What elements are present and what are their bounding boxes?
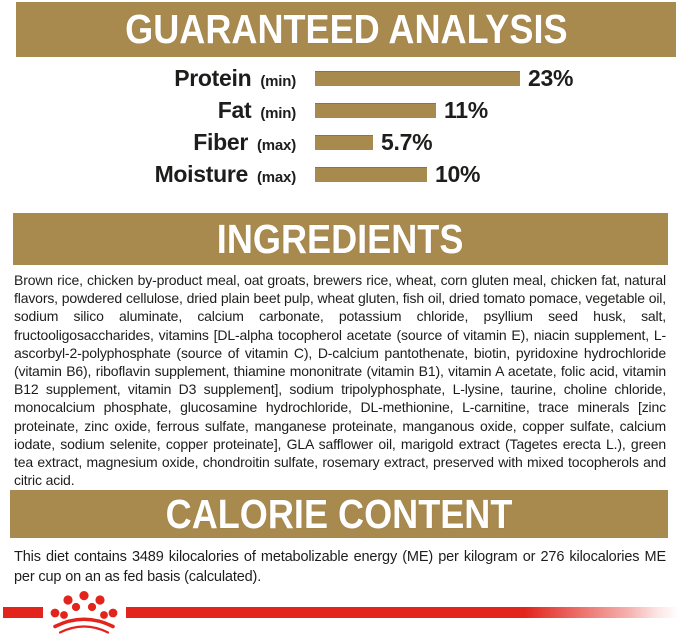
analysis-row-label xyxy=(0,97,296,124)
calorie-content-banner xyxy=(10,490,668,538)
nutrient-name: Fat xyxy=(217,96,252,123)
nutrient-bar xyxy=(315,103,436,118)
analysis-row-label xyxy=(0,129,296,156)
ingredients-title: INGREDIENTS xyxy=(217,215,464,262)
nutrient-qualifier: (max) xyxy=(253,136,296,154)
analysis-row-label xyxy=(0,161,296,188)
ingredients-paragraph: Brown rice, chicken by-product meal, oat groats, brewers rice, wheat, corn gluten meal, chicken fat, natural flavors, powdered cellulose, dried plain beet pulp, wheat gluten, fish oil, dried tomato pomace, vegetable oil, sodium silico aluminate, calcium carbonate, potassium chloride, psyllium seed husk, salt, fructooligosaccharides, vitamins [DL-alpha tocopherol acetate (source of vitamin E), niacin supplement, L-ascorbyl-2-polyphosphate (source of vitamin C), D-calcium pantothenate, biotin, pyridoxine hydrochloride (vitamin B6), riboflavin supplement, thiamine mononitrate (vitamin B1), vitamin A acetate, folic acid, vitamin B12 supplement, vitamin D3 supplement], sodium tripolyphosphate, L-lysine, taurine, choline chloride, monocalcium phosphate, glucosamine hydrochloride, DL-methionine, L-carnitine, trace minerals [zinc proteinate, zinc oxide, ferrous sulfate, manganese proteinate, manganous oxide, copper sulfate, calcium iodate, sodium selenite, copper proteinate], GLA safflower oil, marigold extract (Tagetes erecta L.), green tea extract, magnesium oxide, chondroitin sulfate, rosemary extract, preserved with mixed tocopherols and citric acid. xyxy=(14,272,666,489)
nutrient-bar xyxy=(315,135,373,150)
ingredients-banner xyxy=(13,213,668,265)
nutrient-value: 5.7% xyxy=(381,128,433,155)
calorie-content-paragraph: This diet contains 3489 kilocalories of metabolizable energy (ME) per kilogram or 276 kilocalories ME per cup on an as fed basis (calculated). xyxy=(14,549,666,585)
nutrient-value: 11% xyxy=(444,96,488,123)
analysis-row xyxy=(0,94,679,126)
red-divider-left xyxy=(3,607,43,618)
analysis-row xyxy=(0,62,679,94)
analysis-row-label xyxy=(0,65,296,92)
nutrient-qualifier: (min) xyxy=(256,104,296,122)
guaranteed-analysis-banner xyxy=(16,2,676,57)
calorie-content-title: CALORIE CONTENT xyxy=(165,490,513,537)
nutrient-name: Moisture xyxy=(154,160,249,187)
guaranteed-analysis-title: GUARANTEED ANALYSIS xyxy=(124,6,568,52)
red-divider-main xyxy=(126,607,679,618)
analysis-row xyxy=(0,158,679,190)
nutrient-value: 23% xyxy=(528,64,574,91)
nutrient-qualifier: (min) xyxy=(256,72,296,90)
nutrient-bar xyxy=(315,167,427,182)
nutrient-bar xyxy=(315,71,520,86)
guaranteed-analysis-chart xyxy=(0,62,679,190)
analysis-row xyxy=(0,126,679,158)
brand-footer xyxy=(0,585,679,634)
nutrient-value: 10% xyxy=(435,160,481,187)
royal-canin-crown-icon xyxy=(47,588,121,634)
nutrient-name: Fiber xyxy=(193,128,249,155)
nutrient-qualifier: (max) xyxy=(253,168,296,186)
nutrient-name: Protein xyxy=(174,64,252,91)
